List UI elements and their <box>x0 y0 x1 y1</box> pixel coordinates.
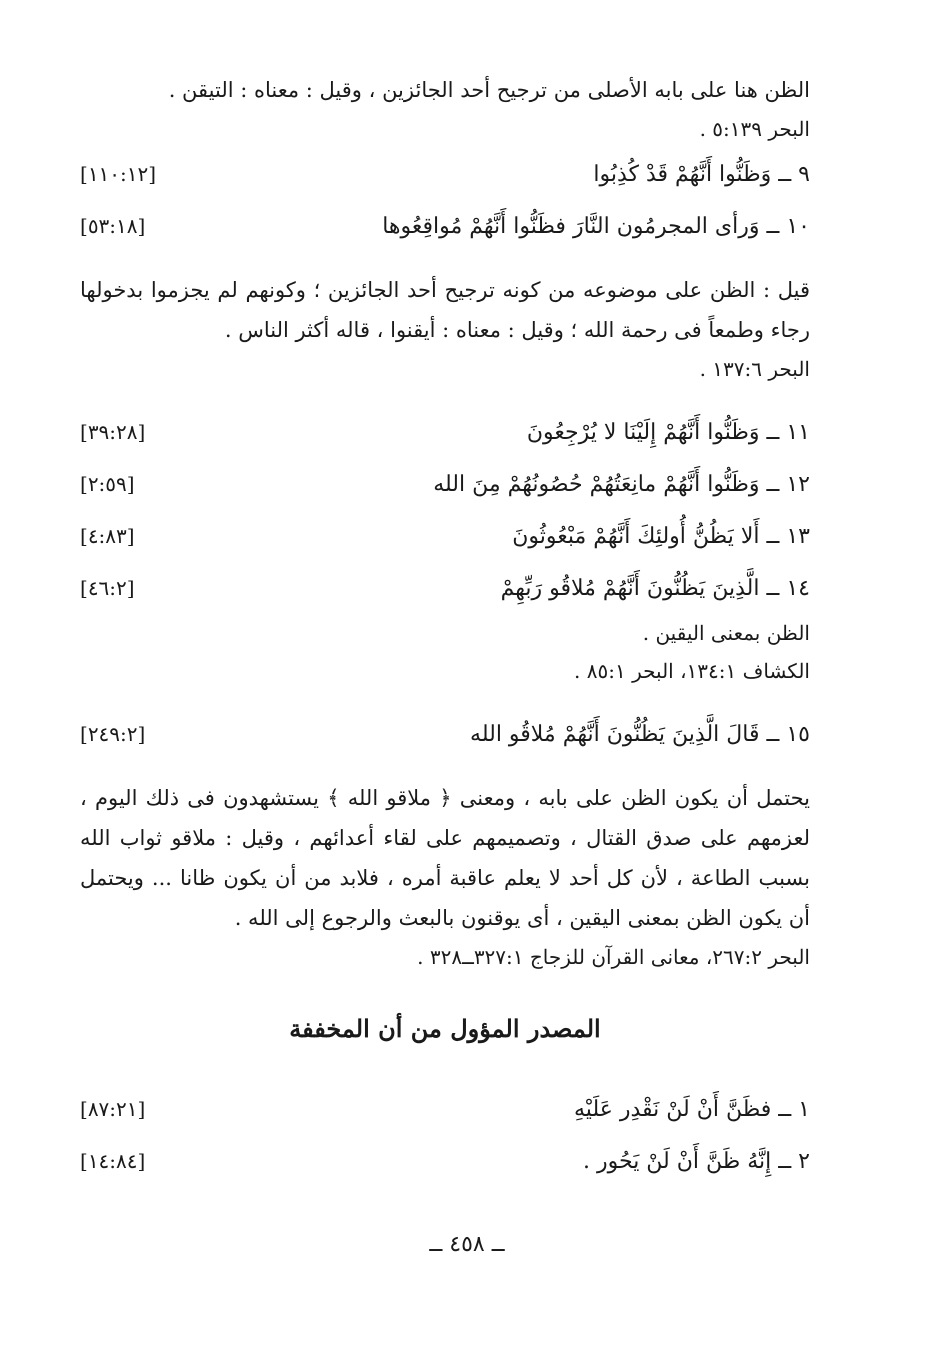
verse-ref: [٤:٨٣] <box>80 524 135 548</box>
verse-13 <box>80 510 810 562</box>
verse-c-1 <box>80 1083 810 1135</box>
long-reference: البحر ٢٦٧:٢، معانى القرآن للزجاج ٣٢٧:١ــ٣٢٨ . <box>417 945 810 969</box>
verse-ref: [٣٩:٢٨] <box>80 420 146 444</box>
verse-text: ١١ ــ وَظَنُّوا أَنَّهُمْ إِلَيْنَا لا يُرْجِعُونَ <box>526 420 810 445</box>
verse-11 <box>80 406 810 458</box>
yaqin-reference: الكشاف ١٣٤:١، البحر ٨٥:١ . <box>574 659 810 683</box>
verse-15 <box>80 708 810 760</box>
verse-text: ١٤ ــ الَّذِينَ يَظُنُّونَ أَنَّهُمْ مُلاقُو رَبِّهِمْ <box>500 576 810 601</box>
verse-ref: [٢٤٩:٢] <box>80 722 146 746</box>
yaqin-note: الظن بمعنى اليقين . <box>642 621 810 645</box>
page-content <box>80 70 810 1320</box>
section-title: المصدر المؤول من أن المخففة <box>289 1014 601 1043</box>
verse-ref: [٢:٥٩] <box>80 472 135 496</box>
verse-text: ١ ــ فظَنَّ أَنْ لَنْ نَقْدِر عَلَيْهِ <box>574 1097 810 1122</box>
page-number: ــ ٤٥٨ ــ <box>429 1232 505 1257</box>
verse-9 <box>80 148 810 200</box>
verse-text: ١٥ ــ قَالَ الَّذِينَ يَظُنُّونَ أَنَّهُمْ مُلاقُو الله <box>470 722 810 747</box>
verse-10 <box>80 200 810 252</box>
middle-paragraph: قيل : الظن على موضوعه من كونه ترجيح أحد الجائزين ؛ وكونهم لم يجزموا بدخولها رجاء وطمعاً فى رحمة الله ؛ وقيل : معناه : أيقنوا ، قاله أكثر الناس . <box>80 278 810 342</box>
verse-text: ١٣ ــ أَلا يَظُنُّ أُولئِكَ أَنَّهُمْ مَبْعُوثُونَ <box>512 524 810 549</box>
middle-reference: البحر ١٣٧:٦ . <box>699 357 810 381</box>
top-reference: البحر ٥:١٣٩ . <box>699 117 810 141</box>
verse-text: ٢ ــ إِنَّهُ ظَنَّ أَنْ لَنْ يَحُور . <box>583 1149 810 1174</box>
verse-ref: [١١٠:١٢] <box>80 162 157 186</box>
verse-14 <box>80 562 810 614</box>
verse-12 <box>80 458 810 510</box>
verse-c-2 <box>80 1135 810 1187</box>
verse-text: ١٠ ــ وَرأى المجرمُون النَّارَ فظَنُّوا أَنَّهُمْ مُواقِعُوها <box>382 214 810 239</box>
verse-ref: [١٤:٨٤] <box>80 1149 146 1173</box>
verse-ref: [٤٦:٢] <box>80 576 135 600</box>
long-paragraph: يحتمل أن يكون الظن على بابه ، ومعنى ﴿ ملاقو الله ﴾ يستشهدون فى ذلك اليوم ، لعزمهم على صدق القتال ، وتصميمهم على لقاء أعدائهم ، وقيل : ملاقو ثواب الله بسبب الطاعة ، لأن كل أحد لا يعلم عاقبة أمره ، فلابد من أن يكون ظانا ... ويحتمل أن يكون الظن بمعنى اليقين ، أى يوقنون بالبعث والرجوع إلى الله . <box>80 786 810 930</box>
verse-ref: [٨٧:٢١] <box>80 1097 146 1121</box>
verse-text: ٩ ــ وَظَنُّوا أَنَّهُمْ قَدْ كُذِبُوا <box>593 162 810 187</box>
verse-ref: [٥٣:١٨] <box>80 214 146 238</box>
top-paragraph: الظن هنا على بابه الأصلى من ترجيح أحد الجائزين ، وقيل : معناه : التيقن . <box>168 78 810 102</box>
verse-text: ١٢ ــ وَظَنُّوا أَنَّهُمْ مانِعَتُهُمْ حُصُونُهُمْ مِنَ الله <box>433 472 810 497</box>
